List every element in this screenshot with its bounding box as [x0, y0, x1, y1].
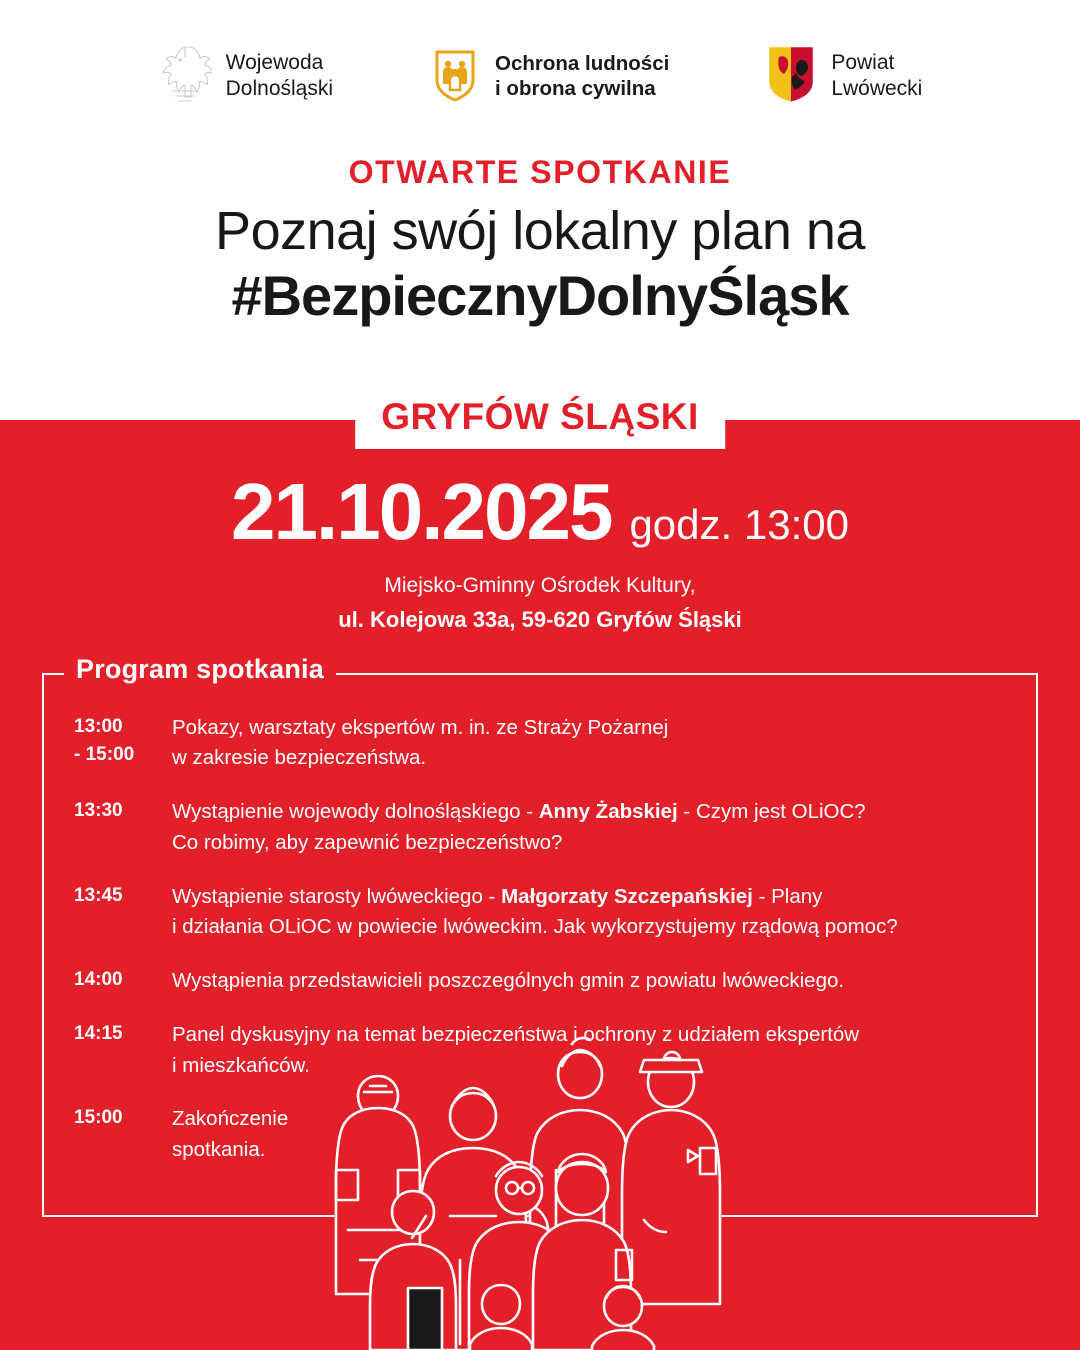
agenda-line: [172, 743, 668, 774]
agenda-time-start: 13:00: [74, 715, 123, 737]
agenda-text: Pokazy, warsztaty ekspertów m. in. ze Straży Pożarnej: [172, 715, 669, 739]
agenda-text: i działania OLiOC w powiecie lwóweckim. Jak wykorzystujemy rządową pomoc?: [172, 915, 898, 939]
agenda-line: [172, 912, 898, 943]
agenda-row: [68, 713, 1002, 775]
agenda-row: [68, 1104, 1002, 1166]
event-panel: [0, 396, 1080, 1350]
agenda-time: [68, 1104, 154, 1166]
agenda-text: Co robimy, aby zapewnić bezpieczeństwo?: [172, 830, 563, 854]
powiat-lwowecki-coat-of-arms-icon: [765, 43, 817, 110]
agenda-time-start: 13:30: [74, 800, 123, 822]
agenda-time-end: - 15:00: [74, 744, 135, 766]
agenda-text: spotkania.: [172, 1138, 266, 1162]
agenda-row: [68, 797, 1002, 859]
page-title: Poznaj swój lokalny plan na: [215, 201, 865, 261]
logo-wojewoda-dolnoslaski: [158, 43, 333, 110]
logo-olioc: [429, 46, 669, 107]
program-list: [42, 673, 1038, 1217]
agenda-text: Wystąpienie starosty lwóweckiego -: [172, 884, 502, 908]
agenda-text: Panel dyskusyjny na temat bezpieczeństwa i ochrony z udziałem ekspertów: [172, 1022, 860, 1046]
agenda-description: [172, 966, 844, 997]
agenda-time: [68, 1020, 154, 1082]
agenda-text: w zakresie bezpieczeństwa.: [172, 746, 427, 770]
agenda-highlight: Anny Żabskiej: [538, 800, 678, 824]
logo-bar: [0, 0, 1080, 140]
agenda-time: [68, 713, 154, 775]
agenda-line: [172, 966, 844, 997]
event-date: 21.10.2025: [231, 467, 612, 556]
event-hour: godz. 13:00: [629, 501, 849, 548]
logo-wojewoda-line1: Wojewoda: [225, 51, 324, 75]
olioc-shield-icon: [429, 46, 481, 107]
logo-powiat-line2: Lwówecki: [831, 77, 923, 100]
agenda-line: [172, 713, 668, 744]
agenda-time-start: 14:00: [74, 969, 123, 991]
agenda-highlight: Małgorzaty Szczepańskiej: [501, 884, 753, 908]
agenda-line: [172, 1104, 288, 1135]
program-section: [42, 653, 1038, 1217]
agenda-text: Wystąpienie wojewody dolnośląskiego -: [172, 800, 539, 824]
agenda-text: Wystąpienia przedstawicieli poszczególnych gmin z powiatu lwóweckiego.: [172, 969, 845, 993]
logo-olioc-label: [495, 51, 669, 101]
agenda-text: i mieszkańców.: [172, 1053, 310, 1077]
agenda-line: [172, 1051, 859, 1082]
agenda-time-start: 14:15: [74, 1022, 123, 1044]
agenda-line: [172, 797, 866, 828]
agenda-description: [172, 882, 898, 944]
agenda-time-start: 13:45: [74, 884, 123, 906]
program-title: Program spotkania: [64, 654, 336, 685]
event-venue: [0, 570, 1080, 637]
agenda-time: [68, 797, 154, 859]
title-block: [0, 140, 1080, 327]
agenda-text: Zakończenie: [172, 1107, 289, 1131]
agenda-description: [172, 1020, 859, 1082]
agenda-description: [172, 797, 866, 859]
agenda-text: - Plany: [752, 884, 823, 908]
logo-powiat-line1: Powiat: [831, 51, 895, 75]
agenda-line: [172, 828, 866, 859]
agenda-row: [68, 966, 1002, 997]
agenda-line: [172, 1135, 288, 1166]
venue-name: Miejsko-Gminny Ośrodek Kultury,: [384, 574, 696, 597]
city-badge: GRYFÓW ŚLĄSKI: [355, 387, 725, 449]
venue-address: ul. Kolejowa 33a, 59-620 Gryfów Śląski: [338, 606, 742, 632]
agenda-line: [172, 882, 898, 913]
kicker-text: OTWARTE SPOTKANIE: [348, 154, 732, 190]
logo-wojewoda-label: [226, 50, 333, 101]
agenda-line: [172, 1020, 859, 1051]
logo-olioc-line2: i obrona cywilna: [495, 77, 656, 100]
agenda-description: [172, 1104, 288, 1166]
agenda-row: [68, 882, 1002, 944]
logo-olioc-line1: Ochrona ludności: [495, 52, 670, 75]
logo-powiat-label: [831, 50, 922, 101]
agenda-time: [68, 882, 154, 944]
logo-wojewoda-line2: Dolnośląski: [225, 77, 334, 100]
agenda-text: - Czym jest OLiOC?: [677, 800, 866, 824]
campaign-hashtag: #BezpiecznyDolnyŚląsk: [231, 264, 849, 328]
agenda-time: [68, 966, 154, 997]
eagle-emblem-icon: [158, 43, 212, 110]
event-date-row: [0, 466, 1080, 558]
agenda-time-start: 15:00: [74, 1107, 123, 1129]
agenda-description: [172, 713, 668, 775]
logo-powiat-lwowecki: [765, 43, 922, 110]
agenda-row: [68, 1020, 1002, 1082]
